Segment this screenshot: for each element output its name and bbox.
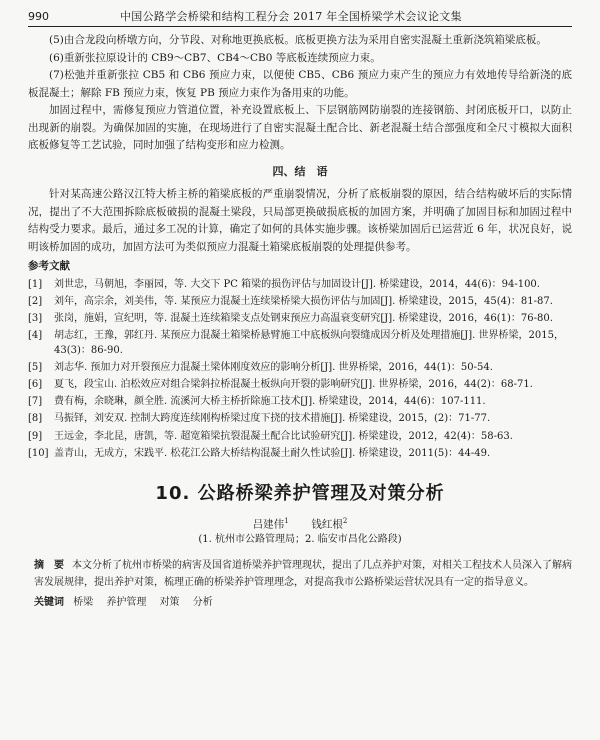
paragraph-conclusion: 针对某高速公路汉江特大桥主桥的箱梁底板的严重崩裂情况，分析了底板崩裂的原因，结合结构破坏后的实际情况，提出了不大范围拆除底板破损的混凝土梁段，只局部更换破损底板的加固方案，并明确了加固目标和加固过程中结构受力要求。最后，通过多工况的计算，确定了如何的具体实施步骤。该桥梁加固后已运营近 6 年，状况良好，说明该桥加固的成功，加固方法可为类似预应力混凝土箱梁底板崩裂的处理提供参考。 bbox=[28, 188, 572, 253]
reference-number: [5] bbox=[28, 361, 43, 373]
keyword: 对策 bbox=[159, 597, 180, 609]
reference-text: 张岗，施娟，宣纪明，等. 混凝土连续箱梁支点处钢束预应力高温衰变研究[J]. 桥梁建设，2016，46(1)：76-80. bbox=[54, 312, 553, 324]
article-title: 10. 公路桥梁养护管理及对策分析 bbox=[155, 483, 445, 505]
keywords bbox=[28, 595, 572, 612]
reference-item bbox=[28, 395, 572, 410]
reference-item bbox=[28, 361, 572, 376]
author-affiliation-mark: 1 bbox=[284, 516, 289, 525]
reference-item bbox=[28, 278, 572, 293]
reference-number: [3] bbox=[28, 312, 43, 324]
reference-text: 盖青山，无成方，宋践平. 松花江公路大桥结构混凝土耐久性试验[J]. 桥梁建设，2011(5)：44-49. bbox=[54, 447, 491, 459]
abstract bbox=[28, 558, 572, 591]
paragraph-step-5: (5)由合龙段向桥墩方向，分节段、对称地更换底板。底板更换方法为采用自密实混凝土重新浇筑箱梁底板。 bbox=[49, 34, 547, 46]
reference-number: [9] bbox=[28, 430, 43, 442]
paragraph-reinforcement: 加固过程中，需修复预应力管道位置，补充设置底板上、下层钢筋网防崩裂的连接钢筋、封闭底板开口，以防止出现新的崩裂。为确保加固的实施，在现场进行了自密实混凝土配合比、新老混凝土结合部强度和全尺寸模拟大面积底板修复等工艺试验，同时加强了结构变形和应力检测。 bbox=[28, 104, 572, 151]
author-name: 吕建伟 bbox=[252, 518, 285, 531]
references-heading: 参考文献 bbox=[28, 260, 70, 272]
reference-text: 夏飞，段宝山. 泊松效应对组合梁斜拉桥混凝土板纵向开裂的影响研究[J]. 世界桥梁，2016，44(2)：68-71. bbox=[54, 379, 533, 391]
reference-text: 马振铎，刘安双. 控制大跨度连续刚构桥梁过度下挠的技术措施[J]. 桥梁建设，2015，(2)：71-77. bbox=[54, 413, 491, 425]
reference-item bbox=[28, 412, 572, 427]
reference-number: [2] bbox=[28, 295, 43, 307]
author-affiliation-mark: 2 bbox=[342, 516, 348, 525]
abstract-label: 摘 要 bbox=[34, 560, 64, 572]
reference-item bbox=[28, 447, 572, 462]
reference-number: [7] bbox=[28, 396, 43, 408]
running-title: 中国公路学会桥梁和结构工程分会 2017 年全国桥梁学术会议论文集 bbox=[120, 10, 462, 23]
reference-number: [4] bbox=[28, 330, 43, 342]
reference-text: 刘志华. 预加力对开裂预应力混凝土梁体刚度效应的影响分析[J]. 世界桥梁，2016，44(1)：50-54. bbox=[54, 361, 493, 373]
reference-number: [10] bbox=[28, 447, 49, 459]
keyword: 养护管理 bbox=[106, 597, 147, 609]
keyword: 分析 bbox=[192, 597, 213, 609]
reference-item bbox=[28, 378, 572, 393]
reference-number: [1] bbox=[28, 278, 43, 290]
keywords-label: 关键词 bbox=[34, 597, 64, 609]
page-body bbox=[28, 32, 572, 612]
reference-item bbox=[28, 312, 572, 327]
affiliation: (1. 杭州市公路管理局；2. 临安市昌化公路段) bbox=[198, 534, 402, 546]
reference-text: 胡志红，王豫，郭红丹. 某预应力混凝土箱梁桥悬臂施工中底板纵向裂缝成因分析及处理措施[J]. 世界桥梁，2015，43(3)：86-90. bbox=[54, 330, 564, 356]
reference-number: [6] bbox=[28, 379, 43, 391]
paragraph-step-7: (7)松弛并重新张拉 CB5 和 CB6 预应力束，以便使 CB5、CB6 预应力束产生的预应力有效地传导给新浇的底板混凝土；解除 FB 预应力束，恢复 PB 预应力束作为备用束的功能。 bbox=[28, 69, 572, 99]
reference-text: 费有梅，余晓琳，颜全胜. 流溪河大桥主桥折除施工技术[J]. 桥梁建设，2014，44(6)：107-111. bbox=[54, 396, 486, 408]
reference-text: 刘年，高宗余，刘美伟，等. 某预应力混凝土连续梁桥梁大损伤评估与加固[J]. 桥梁建设，2015，45(4)：81-87. bbox=[54, 295, 553, 307]
author-line bbox=[28, 513, 572, 533]
page-number: 990 bbox=[28, 10, 49, 23]
section-heading-conclusion: 四、结 语 bbox=[272, 164, 328, 178]
reference-text: 王远金，李北昆，唐凯，等. 超宽箱梁抗裂混凝土配合比试验研究[J]. 桥梁建设，2012，42(4)：58-63. bbox=[54, 430, 513, 442]
abstract-text: 本文分析了杭州市桥梁的病害及国省道桥梁养护管理现状，提出了几点养护对策，对相关工程技术人员深入了解病害发展规律，提出养护对策，梳理正确的桥梁养护管理理念，对提高我市公路桥梁运营状况具有一定的指导意义。 bbox=[34, 560, 572, 588]
reference-item bbox=[28, 295, 572, 310]
reference-item bbox=[28, 430, 572, 445]
reference-list bbox=[28, 278, 572, 462]
paragraph-step-6: (6)重新张拉原设计的 CB9～CB7、CB4～CB0 等底板连续预应力束。 bbox=[49, 51, 381, 64]
author-name: 钱红根 bbox=[311, 518, 343, 531]
reference-text: 刘世忠，马朝旭，李丽园，等. 大交下 PC 箱梁的损伤评估与加固设计[J]. 桥梁建设，2014，44(6)：94-100. bbox=[54, 278, 540, 290]
reference-number: [8] bbox=[28, 413, 43, 425]
page-header bbox=[28, 8, 572, 27]
keyword: 桥梁 bbox=[73, 597, 94, 609]
reference-item bbox=[28, 329, 572, 358]
